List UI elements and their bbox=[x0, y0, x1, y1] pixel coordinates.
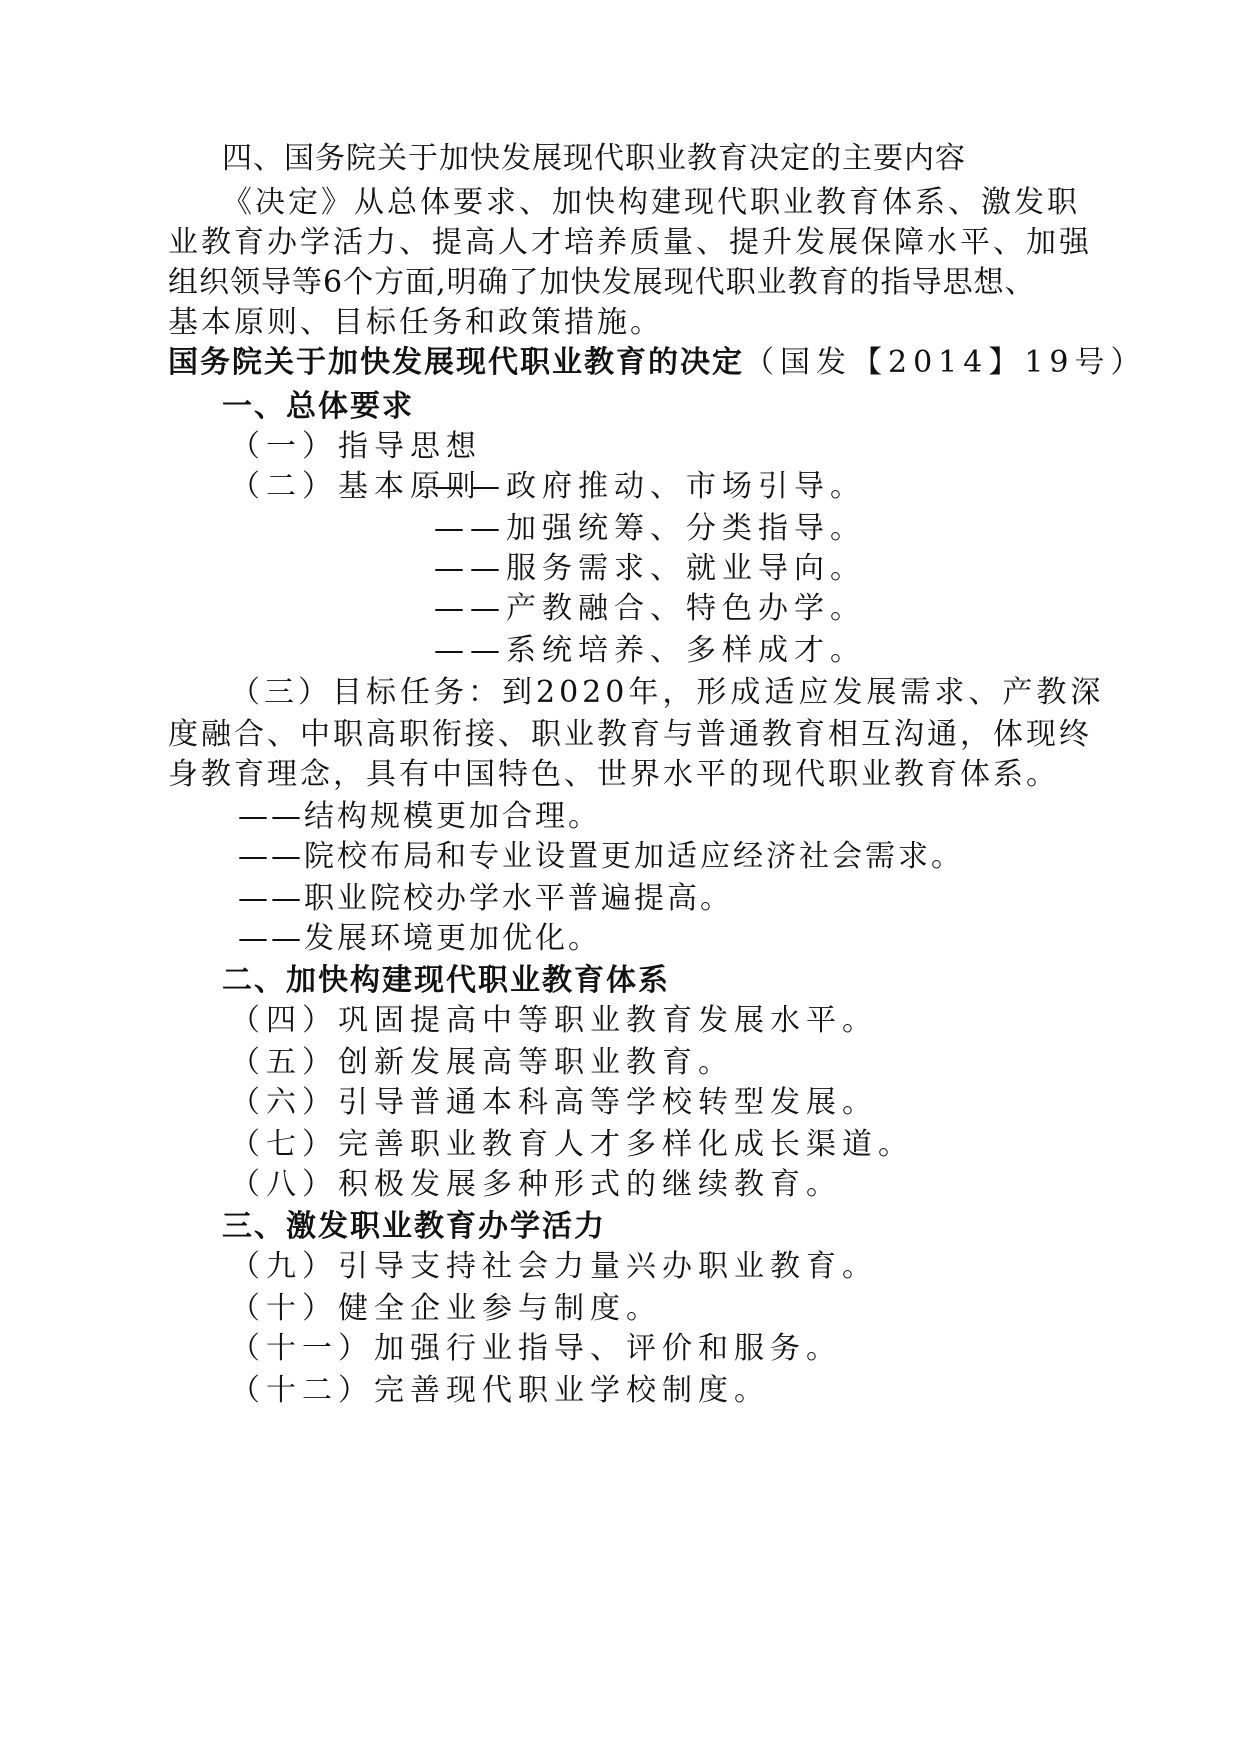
goal-paragraph-line: （三）目标任务：到2020年，形成适应发展需求、产教深 bbox=[230, 675, 1105, 710]
paragraph-line: 基本原则、目标任务和政策措施。 bbox=[168, 305, 663, 340]
part-two-heading: 二、加快构建现代职业教育体系 bbox=[222, 963, 670, 998]
section-four-heading: 四、国务院关于加快发展现代职业教育决定的主要内容 bbox=[222, 141, 966, 176]
principle-line: ——加强统筹、分类指导。 bbox=[434, 511, 866, 546]
part-three-heading: 三、激发职业教育办学活力 bbox=[222, 1209, 606, 1244]
principle-line: ——服务需求、就业导向。 bbox=[434, 551, 866, 586]
target-line: ——职业院校办学水平普遍提高。 bbox=[238, 881, 733, 916]
target-line: ——院校布局和专业设置更加适应经济社会需求。 bbox=[238, 839, 964, 874]
goal-paragraph-line: 度融合、中职高职衔接、职业教育与普通教育相互沟通，体现终 bbox=[168, 717, 1092, 752]
part-one-heading: 一、总体要求 bbox=[222, 389, 414, 424]
list-item: （七）完善职业教育人才多样化成长渠道。 bbox=[230, 1127, 914, 1162]
paragraph-line: 业教育办学活力、提高人才培养质量、提升发展保障水平、加强 bbox=[168, 225, 1092, 260]
paragraph-line: 《决定》从总体要求、加快构建现代职业教育体系、激发职 bbox=[222, 185, 1080, 220]
target-line: ——结构规模更加合理。 bbox=[238, 799, 601, 834]
list-item: （六）引导普通本科高等学校转型发展。 bbox=[230, 1085, 878, 1120]
list-item: （五）创新发展高等职业教育。 bbox=[230, 1045, 734, 1080]
list-item: （九）引导支持社会力量兴办职业教育。 bbox=[230, 1249, 878, 1284]
goal-paragraph-line: 身教育理念，具有中国特色、世界水平的现代职业教育体系。 bbox=[168, 757, 1059, 792]
list-item: （十二）完善现代职业学校制度。 bbox=[230, 1373, 770, 1408]
list-item: （十）健全企业参与制度。 bbox=[230, 1291, 662, 1326]
paragraph-line: 组织领导等6个方面,明确了加快发展现代职业教育的指导思想、 bbox=[168, 265, 1036, 300]
decision-doc-number: （国发【2014】19号） bbox=[744, 345, 1147, 380]
list-item: （四）巩固提高中等职业教育发展水平。 bbox=[230, 1003, 878, 1038]
principle-line: ——产教融合、特色办学。 bbox=[434, 591, 866, 626]
decision-title-row bbox=[168, 341, 1147, 385]
list-item: （十一）加强行业指导、评价和服务。 bbox=[230, 1331, 842, 1366]
item-basic-principles-label: （二）基本原则 bbox=[230, 469, 482, 504]
target-line: ——发展环境更加优化。 bbox=[238, 921, 601, 956]
list-item: （八）积极发展多种形式的继续教育。 bbox=[230, 1167, 842, 1202]
item-guiding-thought: （一）指导思想 bbox=[230, 429, 482, 464]
decision-title: 国务院关于加快发展现代职业教育的决定 bbox=[168, 345, 744, 380]
principle-line: ——政府推动、市场引导。 bbox=[434, 469, 866, 504]
principle-line: ——系统培养、多样成才。 bbox=[434, 633, 866, 668]
